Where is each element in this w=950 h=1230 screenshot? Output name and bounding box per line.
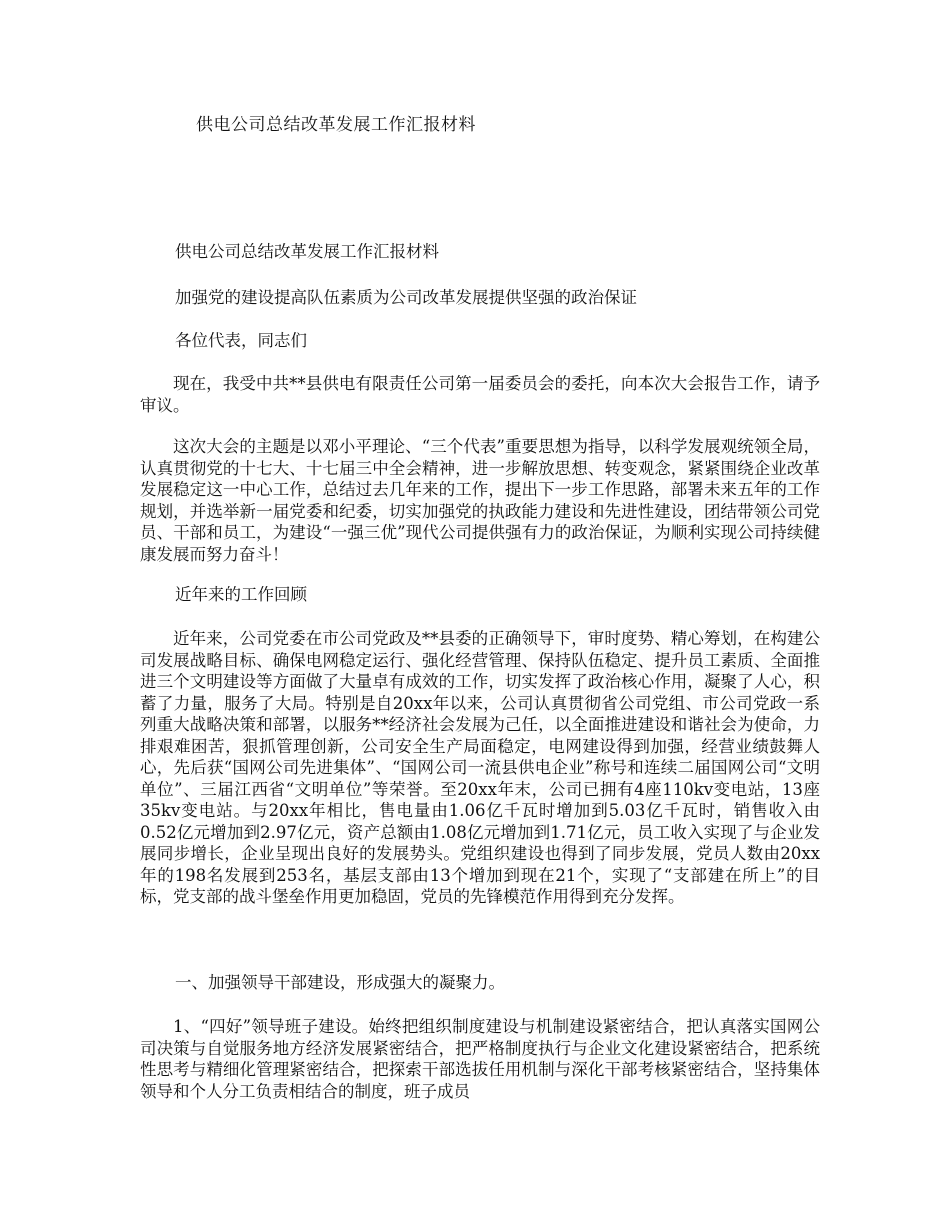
section-heading-review: 近年来的工作回顾 (175, 585, 307, 604)
paragraph-1: 现在，我受中共**县供电有限责任公司第一届委员会的委托，向本次大会报告工作，请予审议。 (140, 374, 820, 415)
document-heading: 供电公司总结改革发展工作汇报材料 (175, 242, 439, 261)
paragraph-3: 近年来，公司党委在市公司党政及**县委的正确领导下，审时度势、精心筹划，在构建公司发展战略目标、确保电网稳定运行、强化经营管理、保持队伍稳定、提升员工素质、全面推进三个文明建设等方面做了大量卓有成效的工作，切实发挥了政治核心作用，凝聚了人心，积蓄了力量，服务了大局。特别是自20xx年以来，公司认真贯彻省公司党组、市公司党政一系列重大战略决策和部署，以服务**经济社会发展为己任，以全面推进建设和谐社会为使命，力排艰难困苦，狠抓管理创新，公司安全生产局面稳定，电网建设得到加强，经营业绩鼓舞人心，先后获“国网公司先进集体”、“国网公司一流县供电企业”称号和连续二届国网公司“文明单位”、三届江西省“文明单位”等荣誉。至20xx年末，公司已拥有4座110kv变电站，13座35kv变电站。与20xx年相比，售电量由1.06亿千瓦时增加到5.03亿千瓦时，销售收入由0.52亿元增加到2.97亿元，资产总额由1.08亿元增加到1.71亿元，员工收入实现了与企业发展同步增长，企业呈现出良好的发展势头。党组织建设也得到了同步发展，党员人数由20xx年的198名发展到253名，基层支部由13个增加到现在21个，实现了“支部建在所上”的目标，党支部的战斗堡垒作用更加稳固，党员的先锋模范作用得到充分发挥。 (140, 629, 820, 906)
paragraph-4: 1、“四好”领导班子建设。始终把组织制度建设与机制建设紧密结合，把认真落实国网公司决策与自觉服务地方经济发展紧密结合，把严格制度执行与企业文化建设紧密结合，把系统性思考与精细化管理紧密结合，把探索干部选拔任用机制与深化干部考核紧密结合，坚持集体领导和个人分工负责相结合的制度，班子成员 (140, 1017, 820, 1101)
salutation: 各位代表，同志们 (175, 331, 307, 350)
paragraph-2: 这次大会的主题是以邓小平理论、“三个代表”重要思想为指导，以科学发展观统领全局，认真贯彻党的十七大、十七届三中全会精神，进一步解放思想、转变观念，紧紧围绕企业改革发展稳定这一中心工作，总结过去几年来的工作，提出下一步工作思路，部署未来五年的工作规划，并选举新一届党委和纪委，切实加强党的执政能力建设和先进性建设，团结带领公司党员、干部和员工，为建设“一强三优”现代公司提供强有力的政治保证，为顺利实现公司持续健康发展而努力奋斗！ (140, 437, 820, 564)
page-title: 供电公司总结改革发展工作汇报材料 (196, 115, 476, 135)
document-subtitle: 加强党的建设提高队伍素质为公司改革发展提供坚强的政治保证 (175, 288, 637, 307)
section-heading-1: 一、加强领导干部建设，形成强大的凝聚力。 (175, 973, 505, 992)
